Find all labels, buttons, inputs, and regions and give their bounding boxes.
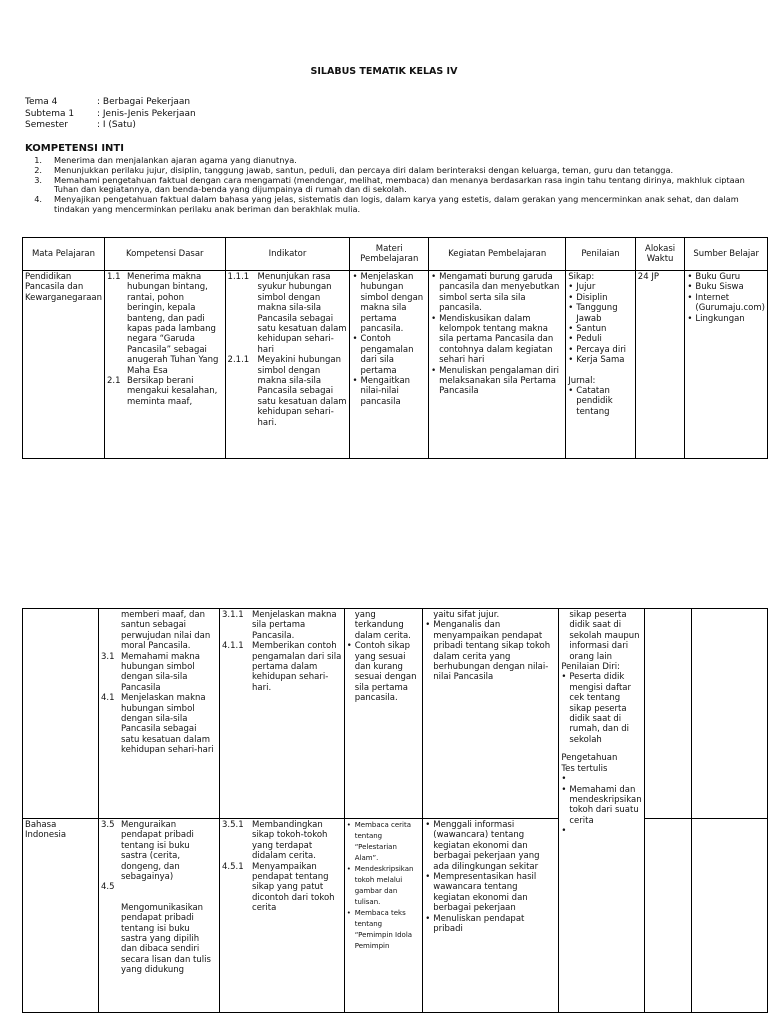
item-text: Menerima makna hubungan bintang, rantai, pohon beringin, kepala banteng, dan padi kapas pada lambang negara “Garuda Pancasila” sebagai anugerah Tuhan Yang Maha Esa — [127, 272, 219, 376]
coded-item — [101, 652, 217, 694]
penilaian-cell — [559, 609, 644, 1013]
item-code: 2.1 — [107, 376, 121, 387]
item-text: Menunjukan rasa syukur hubungan simbol dengan makna sila-sila Pancasila sebagai satu kesatuan dalam kehidupan sehari-hari — [257, 272, 347, 355]
item-text: Membandingkan sikap tokoh-tokoh yang terdapat didalam cerita. — [252, 820, 328, 862]
ki-number: 3. — [34, 174, 42, 185]
meta-key: Subtema 1 — [25, 108, 75, 119]
bullet-icon: • — [687, 292, 693, 303]
list-item — [568, 386, 633, 417]
ki-item — [25, 176, 745, 196]
jurnal-heading: Jurnal: — [568, 375, 596, 386]
bullet-icon: • — [346, 909, 351, 917]
column-header: Indikator — [225, 238, 350, 271]
ki-number: 4. — [34, 194, 42, 205]
column-header: Penilaian — [566, 238, 636, 271]
bullet-icon: • — [425, 620, 431, 631]
bullet-icon: • — [568, 355, 574, 366]
continued-text: memberi maaf, dan santun sebagai perwujudan nilai dan moral Pancasila. — [120, 610, 211, 652]
list-item-text: Percaya diri — [576, 344, 627, 355]
ki-number: 1. — [34, 155, 42, 165]
list-item — [431, 314, 563, 366]
ki-item — [25, 195, 745, 215]
list-item-text: Menuliskan pendapat pribadi — [433, 913, 525, 935]
list-item — [687, 293, 765, 314]
coded-item — [101, 820, 217, 882]
sumber-cell — [691, 609, 767, 819]
list-item — [425, 620, 556, 682]
coded-item — [222, 820, 342, 862]
list-item-text: Mengamati burung garuda pancasila dan menyebutkan simbol serta sila sila pancasila. — [439, 272, 560, 314]
coded-item — [222, 610, 342, 641]
materi-cell — [344, 819, 423, 1013]
bullet-icon: • — [568, 344, 574, 355]
ki-text: Menyajikan pengetahuan faktual dalam bahasa yang jelas, sistematis dan logis, dalam karya yang estetis, dalam gerakan yang mencerminkan anak sehat, dan dalam tindakan yang mencerminkan perilaku anak beriman dan berakhlak mulia. — [54, 194, 739, 214]
coded-item — [222, 641, 342, 693]
bullet-list — [352, 272, 426, 407]
ki-list — [25, 156, 745, 215]
item-text: Bersikap berani mengakui kesalahan, meminta maaf, — [127, 376, 218, 407]
alokasi-cell — [644, 609, 691, 819]
mapel-cell: Bahasa Indonesia — [23, 819, 99, 1013]
list-item-text: Mendeskripsikan tokoh melalui gambar dan tulisan. — [354, 865, 414, 906]
list-item — [347, 641, 421, 703]
list-item-text: Internet (Gurumaju.com) — [695, 292, 765, 314]
coded-item — [228, 272, 348, 355]
ki-text: Memahami pengetahuan faktual dengan cara mengamati (mendengar, melihat, membaca) dan menanya berdasarkan rasa ingin tahu tentang dirinya, makhluk ciptaan Tuhan dan kegiatannya, dan benda-benda yang dijumpainya di rumah dan di sekolah. — [54, 174, 745, 195]
list-item — [687, 314, 765, 324]
sumber-cell — [685, 271, 768, 459]
item-code: 4.1 — [100, 693, 115, 704]
bullet-icon: • — [687, 282, 693, 293]
column-header: Alokasi Waktu — [635, 238, 685, 271]
item-code: 4.5 — [100, 882, 115, 893]
penilaian-cell — [566, 271, 636, 459]
meta-key: Semester — [25, 120, 69, 130]
materi-cell — [350, 271, 429, 459]
meta-value: : Berbagai Pekerjaan — [97, 97, 191, 107]
list-item — [561, 672, 641, 745]
bullet-icon: • — [352, 376, 358, 387]
materi-cell — [344, 609, 423, 819]
column-header: Kegiatan Pembelajaran — [429, 238, 566, 271]
list-item-text: Contoh pengamalan dari sila pertama — [360, 334, 414, 376]
list-item — [568, 303, 633, 324]
item-text — [121, 882, 217, 892]
bullet-icon: • — [687, 313, 693, 324]
list-item-text: Menganalis dan menyampaikan pendapat pribadi tentang sikap tokoh dalam cerita yang berhubungan dengan nilai-nilai Pancasila — [433, 620, 551, 683]
bullet-icon: • — [346, 641, 352, 652]
list-item — [352, 376, 426, 407]
list-item — [425, 914, 556, 935]
item-code: 2.1.1 — [227, 355, 250, 366]
bullet-icon: • — [431, 313, 437, 324]
list-item — [561, 785, 641, 827]
mapel-cell — [23, 609, 99, 819]
meta-value: : I (Satu) — [97, 120, 136, 130]
penilaian-subheading: Tes tertulis — [561, 763, 608, 774]
bullet-icon: • — [352, 272, 358, 282]
spacer — [561, 745, 641, 753]
continued-text: sikap peserta didik saat di sekolah maupun informasi dari orang lain — [569, 610, 640, 662]
item-code: 4.1.1 — [222, 641, 244, 652]
sumber-cell — [691, 819, 767, 1013]
indikator-cell — [220, 819, 345, 1013]
bullet-list — [687, 272, 765, 324]
list-item-text: Catatan pendidik tentang — [576, 386, 613, 417]
bullet-list — [425, 820, 556, 934]
list-item — [687, 272, 765, 282]
item-code: 3.1 — [100, 651, 115, 662]
item-text: Meyakini hubungan simbol dengan makna sila-sila Pancasila sebagai satu kesatuan dalam kehidupan sehari-hari. — [257, 355, 347, 428]
bullet-icon: • — [568, 292, 574, 303]
bullet-icon: • — [568, 386, 574, 397]
kegiatan-cell — [423, 819, 559, 1013]
bullet-icon: • — [561, 774, 567, 785]
bullet-icon: • — [346, 821, 351, 829]
list-item — [568, 345, 633, 355]
coded-item — [101, 882, 217, 892]
list-item — [568, 334, 633, 344]
list-item-text: Kerja Sama — [576, 355, 625, 366]
item-code: 1.1 — [107, 272, 121, 282]
meta-row — [25, 109, 196, 121]
list-item — [352, 272, 426, 334]
kd-cell — [105, 271, 226, 459]
list-item-text: Contoh sikap yang sesuai dan kurang sesuai dengan sila pertama pancasila. — [354, 641, 417, 704]
spacer — [568, 366, 633, 376]
bullet-list — [425, 620, 556, 682]
list-item — [431, 272, 563, 314]
item-code: 3.5.1 — [222, 820, 244, 830]
coded-item — [222, 862, 342, 914]
list-item-text: Menjelaskan hubungan simbol dengan makna sila pertama pancasila. — [360, 272, 424, 335]
document-title: SILABUS TEMATIK KELAS IV — [310, 66, 458, 77]
mapel-cell: Pendidikan Pancasila dan Kewarganegaraan — [23, 271, 105, 459]
penilaian-heading: Pengetahuan — [561, 753, 618, 764]
list-item — [568, 282, 633, 292]
column-header: Kompetensi Dasar — [105, 238, 226, 271]
syllabus-table-top — [22, 237, 768, 459]
meta-value: : Jenis-Jenis Pekerjaan — [97, 108, 196, 119]
bullet-icon: • — [568, 282, 574, 293]
coded-item — [107, 272, 223, 376]
bullet-list — [561, 774, 641, 836]
bullet-icon: • — [561, 826, 567, 837]
bullet-list — [431, 272, 563, 397]
list-item — [568, 324, 633, 334]
item-text: Menjelaskan makna sila pertama Pancasila. — [252, 610, 337, 641]
kegiatan-cell — [429, 271, 566, 459]
list-item-text: Membaca teks tentang “Pemimpin Idola Pemimpin — [354, 909, 413, 950]
list-item-text: Memahami dan mendeskripsikan tokoh dari suatu cerita — [569, 784, 642, 826]
bullet-icon: • — [346, 865, 351, 873]
kd-cell — [98, 819, 219, 1013]
kd-cell — [98, 609, 219, 819]
bullet-icon: • — [561, 784, 567, 795]
bullet-icon: • — [352, 334, 358, 345]
bullet-icon: • — [568, 334, 574, 345]
ki-text: Menunjukkan perilaku jujur, disiplin, tanggung jawab, santun, peduli, dan percaya diri dalam berinteraksi dengan keluarga, teman, guru dan tetangga. — [54, 164, 674, 175]
item-text: Memberikan contoh pengamalan dari sila pertama dalam kehidupan sehari-hari. — [252, 641, 342, 693]
list-item — [568, 355, 633, 365]
penilaian-heading: Penilaian Diri: — [561, 662, 621, 673]
alokasi-cell: 24 JP — [635, 271, 685, 459]
bullet-icon: • — [561, 672, 567, 683]
list-item — [425, 820, 556, 872]
bullet-icon: • — [687, 272, 693, 282]
table-header-row — [23, 238, 768, 271]
list-item — [561, 826, 641, 836]
list-item-text: Disiplin — [576, 292, 608, 303]
meta-block — [25, 97, 196, 132]
list-item-text: Buku Guru — [695, 272, 741, 282]
list-item — [568, 293, 633, 303]
bullet-icon: • — [431, 272, 437, 282]
column-header: Sumber Belajar — [685, 238, 768, 271]
list-item-text: Mempresentasikan hasil wawancara tentang kegiatan ekonomi dan berbagai pekerjaan — [433, 872, 537, 914]
list-item-text: Jujur — [576, 282, 596, 293]
coded-item — [107, 376, 223, 407]
list-item — [425, 872, 556, 914]
item-code: 3.5 — [100, 820, 115, 830]
coded-item — [228, 355, 348, 428]
meta-key: Tema 4 — [25, 97, 58, 107]
alokasi-cell — [644, 819, 691, 1013]
item-code: 3.1.1 — [222, 610, 244, 620]
bullet-list — [568, 386, 633, 417]
column-header: Mata Pelajaran — [23, 238, 105, 271]
ki-number: 2. — [34, 164, 42, 175]
indikator-cell — [225, 271, 350, 459]
list-item-text: Peduli — [576, 334, 602, 345]
list-item-text: Menggali informasi (wawancara) tentang kegiatan ekonomi dan berbagai pekerjaan yang ada dilingkungan sekitar — [433, 820, 540, 872]
indikator-cell — [220, 609, 345, 819]
list-item — [352, 334, 426, 376]
bullet-list — [347, 641, 421, 703]
item-text: Menjelaskan makna hubungan simbol dengan sila-sila Pancasila sebagai satu kesatuan dalam kehidupan sehari-hari — [120, 693, 214, 756]
item-text: Menyampaikan pendapat tentang sikap yang patut dicontoh dari tokoh cerita — [252, 861, 335, 914]
list-item — [561, 774, 641, 784]
kegiatan-cell — [423, 609, 559, 819]
list-item-text — [569, 826, 641, 836]
continued-text: yang terkandung dalam cerita. — [354, 610, 411, 641]
penilaian-heading: Sikap: — [568, 272, 595, 282]
meta-row — [25, 120, 196, 132]
list-item-text: Tanggung Jawab — [576, 303, 618, 324]
ki-heading: KOMPETENSI INTI — [25, 143, 124, 154]
bullet-icon: • — [568, 303, 574, 314]
bullet-icon: • — [431, 365, 437, 376]
bullet-list — [561, 672, 641, 745]
item-text: Mengomunikasikan pendapat pribadi tentang isi buku sastra yang dipilih dan dibaca sendiri secara lisan dan tulis yang didukung — [120, 902, 211, 976]
list-item-text: Lingkungan — [695, 313, 745, 324]
list-item-text: Santun — [576, 324, 607, 335]
list-item — [347, 908, 421, 952]
list-item-text: Membaca cerita tentang “Pelestarian Alam”. — [354, 821, 411, 862]
list-item-text: Mengaitkan nilai-nilai pancasila — [360, 376, 411, 407]
list-item — [347, 864, 421, 908]
table-row — [23, 271, 768, 459]
bullet-icon: • — [425, 820, 431, 830]
ki-text: Menerima dan menjalankan ajaran agama yang dianutnya. — [54, 155, 297, 165]
bullet-list — [568, 282, 633, 365]
bullet-icon: • — [425, 913, 431, 924]
bullet-icon: • — [568, 324, 574, 335]
column-header: Materi Pembelajaran — [350, 238, 429, 271]
item-text: Menguraikan pendapat pribadi tentang isi buku sastra (cerita, dongeng, dan sebagainya) — [120, 820, 194, 883]
list-item-text: Buku Siswa — [695, 282, 744, 293]
continued-text: yaitu sifat jujur. — [433, 610, 500, 620]
table-row — [23, 819, 768, 1013]
table-row — [23, 609, 768, 819]
item-code: 4.5.1 — [222, 861, 244, 872]
list-item-text: Peserta didik mengisi daftar cek tentang sikap peserta didik saat di rumah, dan di sekolah — [569, 672, 631, 745]
list-item — [431, 366, 563, 397]
list-item — [687, 282, 765, 292]
list-item-text: Mendiskusikan dalam kelompok tentang makna sila pertama Pancasila dan contohnya dalam kegiatan sehari hari — [439, 313, 554, 366]
item-code: 1.1.1 — [227, 272, 250, 282]
meta-row — [25, 97, 196, 109]
bullet-icon: • — [425, 872, 431, 883]
syllabus-table-continued — [22, 608, 768, 1013]
list-item-text: Menuliskan pengalaman diri melaksanakan sila Pertama Pancasila — [439, 365, 560, 397]
list-item-text — [569, 774, 641, 784]
bullet-list — [347, 820, 421, 952]
coded-item — [101, 693, 217, 755]
item-text: Memahami makna hubungan simbol dengan sila-sila Pancasila — [120, 651, 200, 693]
list-item — [347, 820, 421, 864]
